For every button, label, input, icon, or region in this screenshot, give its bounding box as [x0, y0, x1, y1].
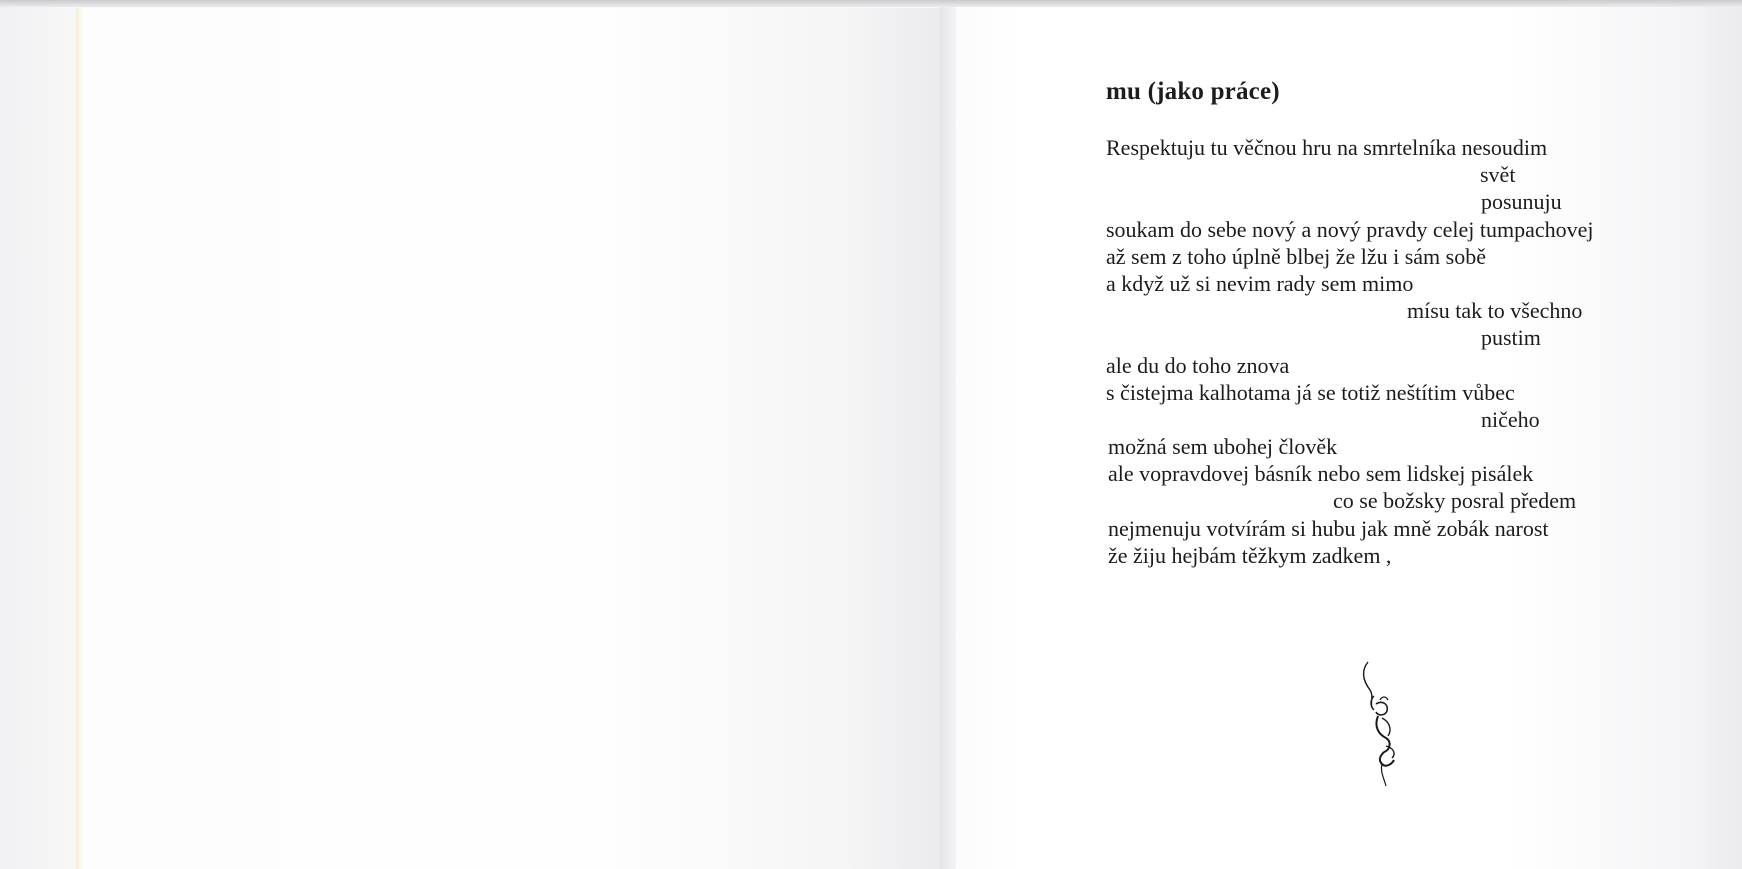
- poem-line: [1106, 216, 1706, 243]
- poem-line: [1106, 487, 1706, 514]
- poem-line-text: s čistejma kalhotama já se totiž neštítim vůbec: [1106, 379, 1515, 405]
- poem-line-text: svět: [1480, 162, 1516, 188]
- poem-line: [1106, 352, 1706, 379]
- poem-line-text: možná sem ubohej člověk: [1108, 434, 1338, 460]
- poem-line: [1106, 161, 1706, 188]
- poem-line: [1106, 243, 1706, 270]
- poem-line-text: že žiju hejbám těžkym zadkem ,: [1108, 542, 1392, 568]
- poem-line-text: ale du do toho znova: [1106, 352, 1290, 378]
- poem-line: [1106, 188, 1706, 215]
- left-page-edge: [76, 8, 84, 869]
- left-scan-margin: [0, 0, 76, 869]
- poem-body: [1106, 134, 1706, 569]
- top-scan-shadow: [0, 0, 1742, 7]
- poem-line-text: nejmenuju votvírám si hubu jak mně zobák narost: [1108, 515, 1549, 541]
- right-page-edge: [1700, 0, 1742, 869]
- poem-line: [1106, 379, 1706, 406]
- poem-line-text: pustim: [1481, 325, 1541, 351]
- poem-line: [1106, 270, 1706, 297]
- poem-line: [1106, 406, 1706, 433]
- poem-line-text: soukam do sebe nový a nový pravdy celej tumpachovej: [1106, 216, 1594, 242]
- poem-line: [1106, 515, 1706, 542]
- poem-line: [1106, 542, 1706, 569]
- poem-line-text: co se božsky posral předem: [1333, 488, 1577, 514]
- poem-line-text: mísu tak to všechno: [1407, 298, 1583, 324]
- poem-line-text: ničeho: [1481, 406, 1540, 432]
- poem-line: [1106, 433, 1706, 460]
- poem-line-text: až sem z toho úplně blbej že lžu i sám sobě: [1106, 243, 1486, 269]
- poem-line-text: posunuju: [1481, 189, 1562, 215]
- poem-line: [1106, 460, 1706, 487]
- poem-line-text: a když už si nevim rady sem mimo: [1106, 270, 1414, 296]
- poem-line-text: ale vopravdovej básník nebo sem lidskej pisálek: [1108, 461, 1534, 487]
- poem-line: [1106, 324, 1706, 351]
- left-page: [76, 8, 954, 869]
- poem-line: [1106, 297, 1706, 324]
- poem-line: [1106, 134, 1706, 161]
- poem-line-text: Respektuju tu věčnou hru na smrtelníka nesoudim: [1106, 135, 1548, 160]
- poem-title: mu (jako práce): [1106, 78, 1280, 105]
- climbing-figure-icon: [1356, 660, 1416, 790]
